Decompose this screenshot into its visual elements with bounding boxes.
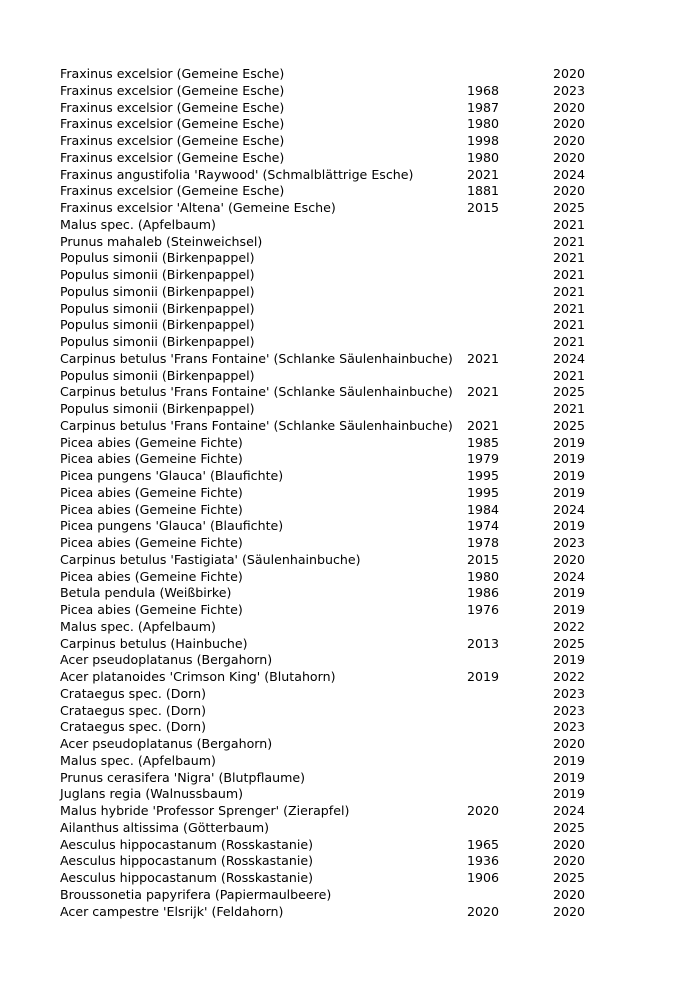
check-year: 2021 [553,334,586,349]
table-row [60,602,600,619]
check-year: 2024 [553,501,586,517]
table-row [60,116,600,133]
tree-species-name: Broussonetia papyrifera (Papiermaulbeere) [60,886,332,902]
tree-species-name: Aesculus hippocastanum (Rosskastanie) [60,870,313,885]
table-row [60,786,600,803]
tree-species-name: Picea pungens 'Glauca' (Blaufichte) [60,468,284,483]
planting-year: 2013 [467,635,500,651]
check-year: 2020 [553,886,586,902]
check-year: 2023 [553,82,586,98]
check-year: 2025 [553,819,586,835]
tree-species-name: Picea abies (Gemeine Fichte) [60,535,243,550]
tree-species-name: Carpinus betulus 'Frans Fontaine' (Schlanke Säulenhainbuche) [60,417,453,433]
table-row [60,217,600,234]
planting-year: 1979 [467,451,500,467]
table-row [60,753,600,770]
planting-year: 2021 [467,384,500,400]
check-year: 2020 [553,149,586,165]
tree-species-name: Acer pseudoplatanus (Bergahorn) [60,736,273,751]
check-year: 2019 [553,434,586,450]
tree-species-name: Populus simonii (Birkenpappel) [60,283,255,299]
table-row [60,250,600,267]
table-row [60,803,600,820]
planting-year: 2015 [467,551,500,567]
table-row [60,267,600,284]
tree-species-name: Carpinus betulus 'Frans Fontaine' (Schlanke Säulenhainbuche) [60,384,453,400]
tree-species-name: Acer pseudoplatanus (Bergahorn) [60,652,273,668]
check-year: 2019 [553,652,586,668]
table-row [60,686,600,703]
check-year: 2023 [553,719,586,735]
table-row [60,853,600,870]
tree-species-name: Fraxinus angustifolia 'Raywood' (Schmalblättrige Esche) [60,166,414,182]
tree-species-name: Picea abies (Gemeine Fichte) [60,434,243,450]
planting-year: 2019 [467,669,500,684]
check-year: 2020 [553,66,586,81]
tree-species-name: Crataegus spec. (Dorn) [60,702,207,718]
check-year: 2021 [553,216,586,232]
planting-year: 1976 [467,602,500,617]
planting-year: 1936 [467,853,500,869]
table-row [60,133,600,150]
table-row [60,83,600,100]
tree-species-name: Malus hybride 'Professor Sprenger' (Zierapfel) [60,803,350,818]
table-row [60,167,600,184]
table-row [60,301,600,318]
table-row [60,234,600,251]
tree-species-name: Fraxinus excelsior (Gemeine Esche) [60,149,285,165]
planting-year: 1995 [467,484,500,500]
planting-year: 1881 [467,183,500,199]
check-year: 2019 [553,468,586,483]
check-year: 2020 [553,99,586,115]
tree-species-name: Malus spec. (Apfelbaum) [60,618,216,634]
check-year: 2019 [553,786,586,802]
planting-year: 1987 [467,99,500,115]
tree-species-name: Populus simonii (Birkenpappel) [60,317,255,333]
check-year: 2025 [553,417,586,433]
tree-species-name: Acer campestre 'Elsrijk' (Feldahorn) [60,903,284,919]
check-year: 2019 [553,451,586,467]
table-row [60,535,600,552]
check-year: 2022 [553,618,586,634]
planting-year: 1980 [467,116,500,132]
check-year: 2020 [553,183,586,199]
planting-year: 1980 [467,568,500,584]
planting-year: 1986 [467,585,500,601]
check-year: 2020 [553,551,586,567]
table-row [60,150,600,167]
check-year: 2020 [553,133,586,148]
table-row [60,837,600,854]
tree-species-name: Fraxinus excelsior (Gemeine Esche) [60,183,285,199]
check-year: 2025 [553,200,586,215]
check-year: 2025 [553,384,586,400]
tree-species-name: Picea abies (Gemeine Fichte) [60,568,243,584]
table-row [60,284,600,301]
tree-species-name: Fraxinus excelsior (Gemeine Esche) [60,116,285,132]
check-year: 2023 [553,702,586,718]
check-year: 2025 [553,635,586,651]
check-year: 2021 [553,283,586,299]
table-row [60,66,600,83]
check-year: 2024 [553,568,586,584]
check-year: 2025 [553,870,586,885]
planting-year: 2015 [467,200,500,215]
planting-year: 2021 [467,417,500,433]
table-row [60,401,600,418]
tree-species-name: Betula pendula (Weißbirke) [60,585,232,601]
check-year: 2021 [553,267,586,282]
table-row [60,552,600,569]
tree-species-name: Carpinus betulus 'Frans Fontaine' (Schlanke Säulenhainbuche) [60,350,453,366]
check-year: 2023 [553,535,586,550]
table-row [60,384,600,401]
planting-year: 1995 [467,468,500,483]
planting-year: 2021 [467,350,500,366]
tree-list [60,66,600,920]
planting-year: 1978 [467,535,500,550]
tree-species-name: Crataegus spec. (Dorn) [60,685,207,701]
tree-species-name: Carpinus betulus (Hainbuche) [60,635,248,651]
check-year: 2021 [553,401,586,416]
planting-year: 1985 [467,434,500,450]
table-row [60,703,600,720]
tree-species-name: Aesculus hippocastanum (Rosskastanie) [60,836,313,852]
table-row [60,820,600,837]
check-year: 2019 [553,752,586,768]
tree-species-name: Prunus cerasifera 'Nigra' (Blutpflaume) [60,769,306,785]
tree-species-name: Acer platanoides 'Crimson King' (Blutahorn) [60,669,336,684]
tree-species-name: Picea abies (Gemeine Fichte) [60,484,243,500]
table-row [60,100,600,117]
tree-species-name: Fraxinus excelsior (Gemeine Esche) [60,66,285,81]
table-row [60,334,600,351]
check-year: 2019 [553,602,586,617]
check-year: 2020 [553,836,586,852]
table-row [60,183,600,200]
check-year: 2019 [553,518,586,534]
tree-species-name: Carpinus betulus 'Fastigiata' (Säulenhainbuche) [60,551,361,567]
tree-species-name: Populus simonii (Birkenpappel) [60,250,255,266]
planting-year: 1998 [467,133,500,148]
tree-species-name: Picea abies (Gemeine Fichte) [60,602,243,617]
table-row [60,368,600,385]
tree-species-name: Crataegus spec. (Dorn) [60,719,207,735]
tree-species-name: Populus simonii (Birkenpappel) [60,300,255,316]
check-year: 2019 [553,484,586,500]
tree-species-name: Fraxinus excelsior (Gemeine Esche) [60,82,285,98]
planting-year: 1906 [467,870,500,885]
tree-species-name: Prunus mahaleb (Steinweichsel) [60,233,263,249]
check-year: 2021 [553,300,586,316]
tree-species-name: Fraxinus excelsior (Gemeine Esche) [60,133,285,148]
tree-species-name: Populus simonii (Birkenpappel) [60,401,255,416]
planting-year: 2020 [467,903,500,919]
planting-year: 2020 [467,803,500,818]
planting-year: 1980 [467,149,500,165]
check-year: 2020 [553,903,586,919]
table-row [60,451,600,468]
check-year: 2024 [553,803,586,818]
check-year: 2022 [553,669,586,684]
tree-species-name: Juglans regia (Walnussbaum) [60,786,244,802]
check-year: 2021 [553,367,586,383]
table-row [60,200,600,217]
table-row [60,736,600,753]
table-row [60,619,600,636]
tree-species-name: Picea abies (Gemeine Fichte) [60,501,243,517]
table-row [60,636,600,653]
planting-year: 2021 [467,166,500,182]
table-row [60,719,600,736]
table-row [60,485,600,502]
table-row [60,669,600,686]
table-row [60,435,600,452]
tree-species-name: Malus spec. (Apfelbaum) [60,752,216,768]
check-year: 2024 [553,166,586,182]
table-row [60,502,600,519]
table-row [60,569,600,586]
check-year: 2021 [553,250,586,266]
table-row [60,870,600,887]
tree-species-name: Populus simonii (Birkenpappel) [60,334,255,349]
tree-species-name: Aesculus hippocastanum (Rosskastanie) [60,853,313,869]
table-row [60,904,600,921]
table-row [60,887,600,904]
planting-year: 1984 [467,501,500,517]
table-row [60,468,600,485]
tree-species-name: Populus simonii (Birkenpappel) [60,267,255,282]
table-row [60,317,600,334]
table-row [60,652,600,669]
tree-species-name: Ailanthus altissima (Götterbaum) [60,819,270,835]
check-year: 2020 [553,116,586,132]
check-year: 2024 [553,350,586,366]
check-year: 2020 [553,853,586,869]
planting-year: 1965 [467,836,500,852]
table-row [60,585,600,602]
planting-year: 1974 [467,518,500,534]
tree-species-name: Fraxinus excelsior 'Altena' (Gemeine Esche) [60,200,336,215]
planting-year: 1968 [467,82,500,98]
check-year: 2021 [553,317,586,333]
table-row [60,418,600,435]
check-year: 2019 [553,585,586,601]
tree-species-name: Picea pungens 'Glauca' (Blaufichte) [60,518,284,534]
check-year: 2020 [553,736,586,751]
table-row [60,518,600,535]
check-year: 2021 [553,233,586,249]
tree-species-name: Picea abies (Gemeine Fichte) [60,451,243,467]
tree-species-name: Fraxinus excelsior (Gemeine Esche) [60,99,285,115]
table-row [60,770,600,787]
table-row [60,351,600,368]
tree-species-name: Malus spec. (Apfelbaum) [60,216,216,232]
check-year: 2019 [553,769,586,785]
tree-species-name: Populus simonii (Birkenpappel) [60,367,255,383]
check-year: 2023 [553,685,586,701]
